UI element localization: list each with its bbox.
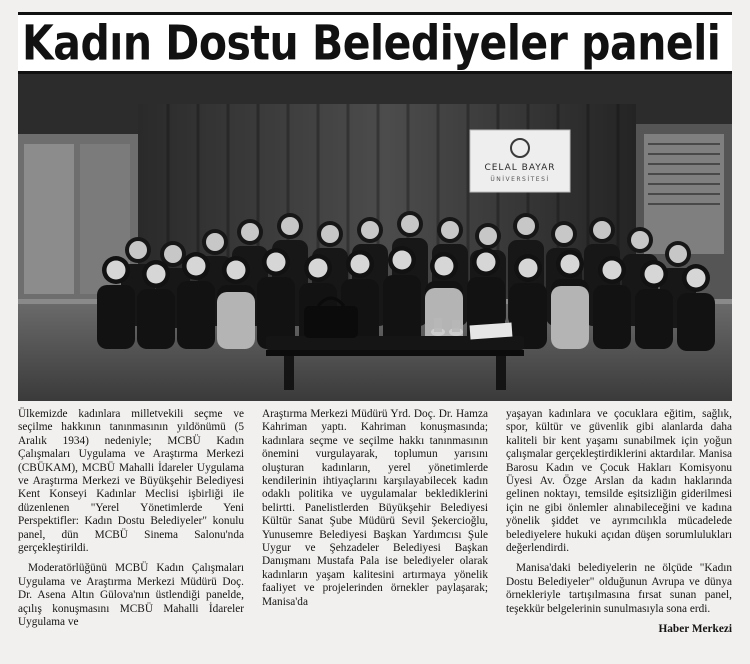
byline [506, 623, 732, 636]
paragraph: Moderatörlüğünü MCBÜ Kadın Çalışmaları Uygulama ve Araştırma Merkezi Müdürü Doç. Dr. Asena Altın Gülova'nın üstlendiği panelde, açılış konuşmasını MCBÜ Mahalli İdareler Uygulama ve [18, 562, 244, 629]
paragraph: Manisa'daki belediyelerin ne ölçüde "Kadın Dostu Belediyeler" olduğunun Avrupa ve dünya örnekleriyle tartışılmasına fırsat sunan panel, teşekkür belgelerinin sunulmasıyla sona erdi. [506, 562, 732, 615]
group-photo-illustration [18, 74, 732, 401]
byline-text: Haber Merkezi [658, 623, 732, 636]
article-body [18, 408, 732, 656]
svg-text:CELAL BAYAR: CELAL BAYAR [484, 163, 556, 173]
article-photo [18, 74, 732, 401]
paragraph: Ülkemizde kadınlara milletvekili seçme ve seçilme hakkının tanınmasının yıldönümü (5 Aralık 1934) nedeniyle; MCBÜ Kadın Çalışmaları Uygulama ve Araştırma Merkezi (CBÜKAM), MCBÜ Mahalli İdareler Uygulama ve Araştırma Merkezi ve Büyükşehir Belediyesi Kent Konseyi Kadınlar Meclisi işbirliği ile düzenlenen "Yerel Yönetimlerde Yeni Perspektifler: Kadın Dostu Belediyeler" konulu panel, dün MCBÜ Sinema Salonu'nda gerçekleştirildi. [18, 408, 244, 555]
paragraph: Araştırma Merkezi Müdürü Yrd. Doç. Dr. Hamza Kahriman yaptı. Kahriman konuşmasında; kadınlara seçme ve seçilme hakkı tanınmasının önemini vurgulayarak, toplumun yarısını oluşturan kadınların, yerel yönetimlerde kendilerinin ihtiyaçlarını karşılayabilecek kadın odaklı politika ve uygulamalar beklediklerini belirtti. Panelistlerden Büyükşehir Belediyesi Kültür Sanat Şube Müdürü Sevil Şekercioğlu, Yunusemre Belediyesi Başkan Yardımcısı Şule Uygur ve Şehzadeler Belediyesi Başkan Danışmanı Mustafa Pala ise belediyeler olarak kadınların yaşam kalitesini artırmaya yönelik faaliyet ve projelerinden örnekler paylaşarak; Manisa'da [262, 408, 488, 608]
body-column-1 [18, 408, 244, 656]
headline-banner [18, 12, 732, 74]
body-column-2 [262, 408, 488, 656]
svg-text:ÜNİVERSİTESİ: ÜNİVERSİTESİ [490, 176, 550, 183]
page-title: Kadın Dostu Belediyeler paneli [22, 14, 721, 71]
body-column-3 [506, 408, 732, 656]
people-front-row [97, 246, 715, 351]
university-banner [470, 130, 570, 192]
paragraph: yaşayan kadınlara ve çocuklara eğitim, sağlık, spor, kültür ve güvenlik gibi alanlarda daha kaliteli bir kent yaşamı sunabilmek için yoğun çalışmalar gerçekleştirdiklerini aktardılar. Manisa Barosu Kadın ve Çocuk Hakları Komisyonu Üyesi Av. Özge Arslan da kadın haklarında gelinen noktayı, temsilde eşitsizliğin giderilmesi için ne gibi önlemler alınabileceğini ve kadına yönelik şiddet ve ayrımcılıkla mücadelede belediyelere hukuki açıdan düşen sorumlulukları değerlendirdi. [506, 408, 732, 555]
